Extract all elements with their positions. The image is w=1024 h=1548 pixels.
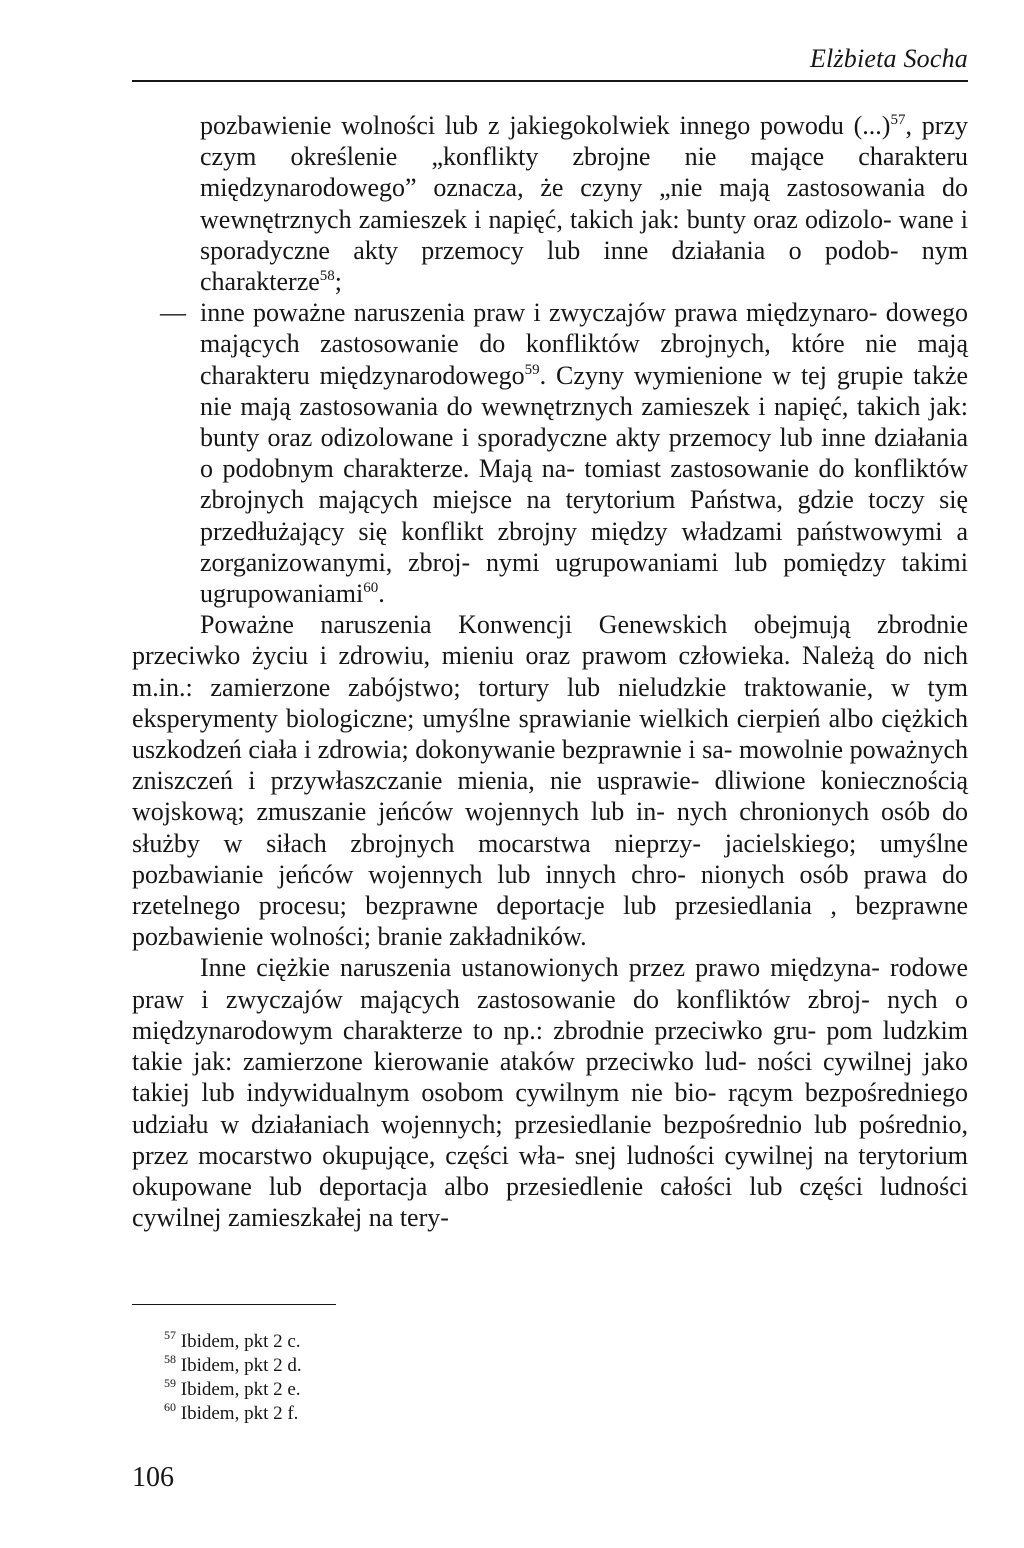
text-line: snej ludności cywilnej na terytorium okupowane lub deportacja albo <box>132 1140 969 1201</box>
text-line: i napięć, takich jak: bunty oraz odizolowane i sporadyczne akty <box>200 391 968 453</box>
footnote-ref: 60 <box>363 580 379 597</box>
footnotes <box>164 1330 764 1426</box>
text-line: przy czym określenie „konflikty zbrojne nie mające charakteru <box>200 111 968 172</box>
text-line: pom ludzkim takie jak: zamierzone kierowanie ataków przeciwko lud- <box>132 1015 969 1077</box>
paragraph-continuation <box>132 110 968 297</box>
text-line: przemocy lub inne działania o podobnym charakterze. Mają na- <box>200 423 969 484</box>
text-line: bezpośrednio lub pośrednio, przez mocarstwo okupujące, części wła- <box>132 1109 968 1170</box>
footnote-number: 57 <box>164 1328 176 1342</box>
text-line: wewnętrznych zamieszek i napięć, takich jak: bunty oraz odizolo- <box>200 204 892 234</box>
text-line: grupie także nie mają zastosowania do wewnętrznych zamieszek <box>200 360 969 421</box>
footnote-number: 60 <box>164 1400 176 1414</box>
text-line: rącym bezpośredniego udziału w działaniach wojennych; przesiedlanie <box>132 1078 968 1139</box>
text-line: nych chronionych osób do służby w siłach zbrojnych mocarstwa nieprzy- <box>132 797 969 858</box>
footnote <box>164 1354 764 1378</box>
footnote <box>164 1330 764 1354</box>
text-line: jacielskiego; umyślne pozbawianie jeńców wojennych lub innych chro- <box>132 828 968 889</box>
text-line: Inne ciężkie naruszenia ustanowionych przez prawo międzyna- <box>200 953 880 983</box>
footnote-text: Ibidem, pkt 2 d. <box>180 1355 302 1376</box>
footnote <box>164 1378 764 1402</box>
text-line: nym charakterze$^{58}$; <box>200 235 968 297</box>
text-line: na terytorium Państwa, gdzie toczy się przedłużający się konflikt <box>200 485 968 546</box>
text-line: tomiast zastosowanie do konfliktów zbrojnych mających miejsce <box>200 454 969 515</box>
text-line: nionych osób prawa do rzetelnego procesu; bezprawne deportacje lub <box>132 859 969 921</box>
footnote-text: Ibidem, pkt 2 e. <box>180 1379 301 1400</box>
text-line: ności cywilnej jako takiej lub indywidualnym osobom cywilnym nie bio- <box>132 1047 968 1108</box>
text-line: nymi ugrupowaniami lub pomiędzy takimi ugrupowaniami$^{60}$. <box>200 547 968 609</box>
footnote-ref: 59 <box>524 361 540 378</box>
text-line: albo ciężkich uszkodzeń ciała i zdrowia; dokonywanie bezprawnie i sa- <box>132 703 969 765</box>
footnote <box>164 1402 764 1426</box>
footnote-number: 59 <box>164 1376 176 1390</box>
paragraph <box>132 609 968 952</box>
text-line: przeciwko życiu i zdrowiu, mieniu oraz prawom człowieka. Należą do <box>132 641 912 671</box>
text-line: Poważne naruszenia Konwencji Genewskich obejmują zbrodnie <box>200 610 968 640</box>
page-number: 106 <box>132 1462 174 1493</box>
body-text <box>132 110 968 1233</box>
footnote-number: 58 <box>164 1352 176 1366</box>
text-line: pozbawienie wolności lub z jakiegokolwiek innego powodu (...)$^{57}$, <box>200 111 912 140</box>
text-line: mowolnie poważnych zniszczeń i przywłaszczanie mienia, nie usprawie- <box>132 735 968 796</box>
text-line: nich m.in.: zamierzone zabójstwo; tortury lub nieludzkie traktowanie, <box>132 641 969 702</box>
footnote-ref: 58 <box>319 268 335 285</box>
footnote-text: Ibidem, pkt 2 c. <box>180 1331 301 1352</box>
dash-list-item <box>132 297 968 609</box>
text-line: nych o międzynarodowym charakterze to np.: zbrodnie przeciwko gru- <box>132 984 968 1045</box>
footnote-separator <box>132 1304 336 1305</box>
header-rule <box>132 80 968 82</box>
text-line: w tym eksperymenty biologiczne; umyślne sprawianie wielkich cierpień <box>132 672 968 733</box>
text-line: przesiedlania , bezprawne pozbawienie wolności; branie zakładników. <box>132 891 969 952</box>
text-line: mają charakteru międzynarodowego$^{59}$. Czyny wymienione w tej <box>200 329 968 390</box>
text-line: dowego mających zastosowanie do konfliktów zbrojnych, które nie <box>200 298 969 359</box>
em-dash-bullet: — <box>160 298 186 328</box>
list-item-text <box>200 297 968 609</box>
footnote-text: Ibidem, pkt 2 f. <box>180 1403 299 1424</box>
text-line: wane i sporadyczne akty przemocy lub inne działania o podob- <box>200 204 968 265</box>
paragraph <box>132 952 968 1233</box>
text-line: inne poważne naruszenia praw i zwyczajów prawa międzynaro- <box>200 298 878 328</box>
running-head-author: Elżbieta Socha <box>809 44 968 73</box>
text-line: międzynarodowego” oznacza, że czyny „nie mają zastosowania do <box>200 173 968 203</box>
footnote-ref: 57 <box>890 112 906 128</box>
text-line: rodowe praw i zwyczajów mających zastosowanie do konfliktów zbroj- <box>132 953 968 1014</box>
text-line: dliwione koniecznością wojskową; zmuszanie jeńców wojennych lub in- <box>132 766 968 827</box>
text-line: przesiedlenie całości lub części ludności cywilnej zamieszkałej na tery- <box>132 1171 969 1233</box>
text-line: zbrojny między władzami państwowymi a zorganizowanymi, zbroj- <box>200 516 968 577</box>
